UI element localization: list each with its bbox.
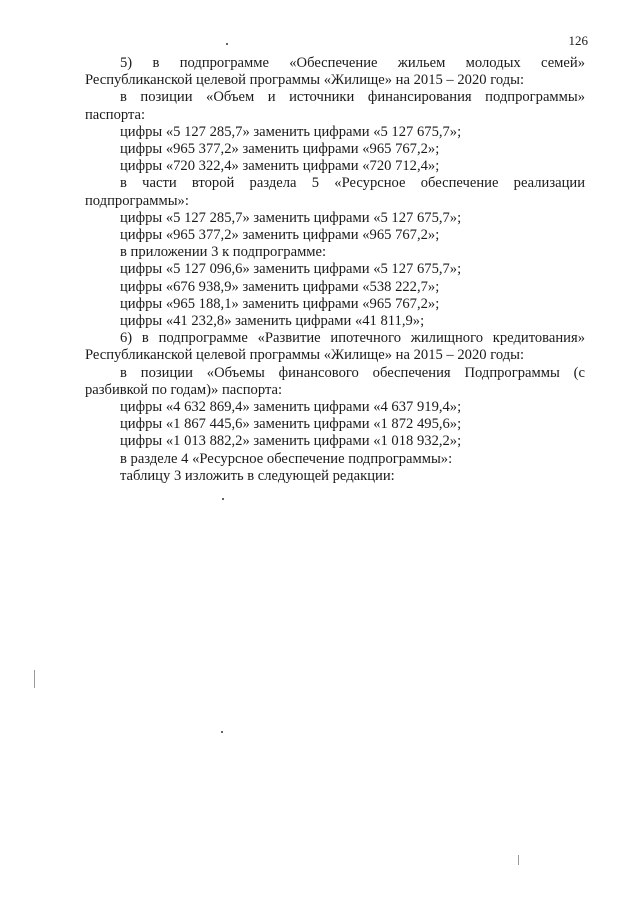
paragraph-line: Республиканской целевой программы «Жилище» на 2015 – 2020 годы: [85, 72, 525, 89]
replacement-line: цифры «41 232,8» заменить цифрами «41 811,9»; [120, 313, 425, 330]
replacement-line: цифры «965 377,2» заменить цифрами «965 767,2»; [120, 141, 440, 158]
replacement-line: цифры «1 867 445,6» заменить цифрами «1 872 495,6»; [120, 416, 462, 433]
paragraph-line: в позиции «Объем и источники финансирования подпрограммы» [120, 89, 585, 106]
paragraph-passport-position [85, 89, 585, 123]
paragraph-line: Республиканской целевой программы «Жилище» на 2015 – 2020 годы: [85, 347, 525, 364]
replacement-line: цифры «5 127 096,6» заменить цифрами «5 127 675,7»; [120, 261, 462, 278]
replacement-line: цифры «4 632 869,4» заменить цифрами «4 637 919,4»; [120, 399, 462, 416]
paragraph-line: паспорта: [85, 106, 146, 123]
section-line: в разделе 4 «Ресурсное обеспечение подпрограммы»: [120, 450, 453, 467]
replacement-line: цифры «5 127 285,7» заменить цифрами «5 127 675,7»; [120, 123, 462, 140]
paragraph-line: в позиции «Объемы финансового обеспечения Подпрограммы (с [120, 364, 585, 381]
scan-speck [226, 43, 228, 45]
paragraph-line: 6) в подпрограмме «Развитие ипотечного жилищного кредитования» [120, 330, 585, 347]
page-number: 126 [568, 33, 588, 48]
paragraph-6-heading [85, 330, 585, 364]
replacement-line: цифры «965 377,2» заменить цифрами «965 767,2»; [120, 227, 440, 244]
paragraph-5-heading [85, 55, 585, 89]
paragraph-line: 5) в подпрограмме «Обеспечение жильем молодых семей» [120, 55, 585, 71]
scan-edge-line [34, 670, 35, 688]
paragraph-line: разбивкой по годам)» паспорта: [85, 381, 283, 398]
scan-edge-line [518, 855, 519, 865]
document-body [85, 55, 585, 485]
paragraph-financing-position [85, 365, 585, 399]
replacement-line: цифры «5 127 285,7» заменить цифрами «5 127 675,7»; [120, 209, 462, 226]
scan-speck [222, 498, 224, 500]
scan-speck [221, 731, 223, 733]
table-instruction-line: таблицу 3 изложить в следующей редакции: [120, 467, 395, 484]
replacement-line: цифры «720 322,4» заменить цифрами «720 712,4»; [120, 158, 440, 175]
paragraph-section-5 [85, 175, 585, 209]
paragraph-line: в части второй раздела 5 «Ресурсное обеспечение реализации [120, 175, 585, 192]
paragraph-line: подпрограммы»: [85, 192, 189, 209]
appendix-line: в приложении 3 к подпрограмме: [120, 244, 327, 261]
replacement-line: цифры «965 188,1» заменить цифрами «965 767,2»; [120, 295, 440, 312]
replacement-line: цифры «676 938,9» заменить цифрами «538 222,7»; [120, 278, 440, 295]
replacement-line: цифры «1 013 882,2» заменить цифрами «1 018 932,2»; [120, 433, 462, 450]
